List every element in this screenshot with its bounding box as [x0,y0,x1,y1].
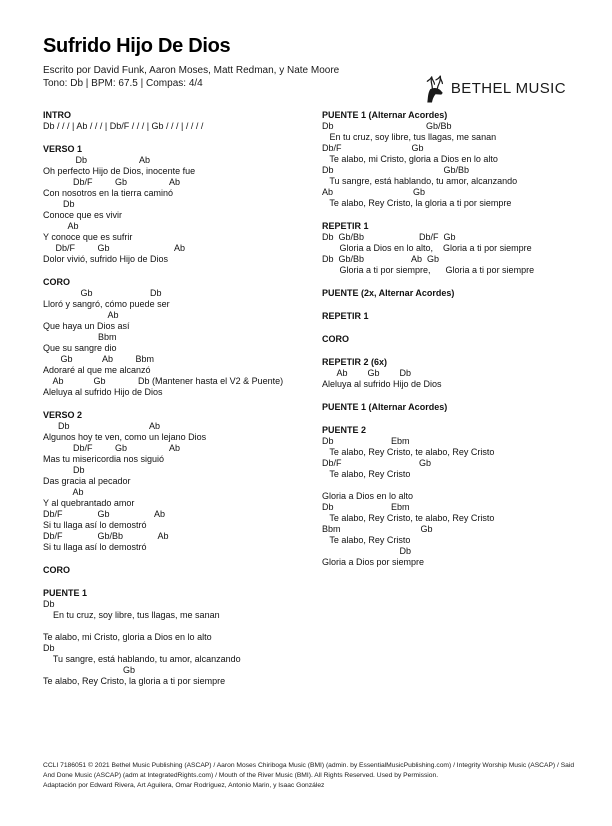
section-lines [322,368,590,390]
song-line: Db Gb/Bb [322,121,452,131]
song-meta: Tono: Db | BPM: 67.5 | Compas: 4/4 [43,78,203,89]
section-heading: PUENTE (2x, Alternar Acordes) [322,288,455,298]
section-lines [43,288,322,398]
section-lines [322,121,590,209]
song-line: Db/F Gb Ab [43,243,186,253]
song-line: Db/F Gb [322,143,424,153]
section-heading: VERSO 1 [43,144,83,154]
song-section [43,110,322,132]
chord-chart-page [0,34,612,826]
song-line: Ab Gb Db [322,368,412,378]
section-heading: REPETIR 2 (6x) [322,357,388,367]
logo-text: BETHEL MUSIC [450,80,566,97]
song-section [43,144,322,265]
song-line: Ab Gb [322,187,426,197]
song-line: Db Ab [43,421,161,431]
copyright-text: CCLI 7186051 © 2021 Bethel Music Publishing (ASCAP) / Aaron Moses Chiriboga Music (BMI) (admin. by EssentialMusicPublishing.com) / Integrity Worship Music (ASCAP) / Said And Done Music (ASCAP) (adm at IntegratedRights.com) / Mouth of the River Music (BMI). All Rights Reserved. Used by Permission. [43,762,575,779]
song-line: Y conoce que es sufrir [43,232,133,242]
song-line: Db/F Gb/Bb Ab [43,531,169,541]
song-line: Gb Ab Bbm [43,354,155,364]
song-line: Gloria a ti por siempre, Gloria a ti por siempre [322,265,535,275]
section-lines [43,121,322,132]
song-line: Db/F Gb Ab [43,443,181,453]
song-line: Ab [43,310,119,320]
song-section [322,288,590,299]
song-section [43,565,322,576]
song-line: Bbm [43,332,117,342]
song-line: Dolor vivió, sufrido Hijo de Dios [43,254,169,264]
song-line: Db [322,546,412,556]
song-line: Si tu llaga así lo demostró [43,542,147,552]
song-line: Db Gb/Bb Db/F Gb [322,232,456,242]
section-heading: INTRO [43,110,71,120]
section-heading: REPETIR 1 [322,311,369,321]
song-line: Gloria a Dios por siempre [322,557,425,567]
song-line: Y al quebrantado amor [43,498,135,508]
song-line: Tu sangre, está hablando, tu amor, alcanzando [322,176,518,186]
song-section [322,221,590,276]
song-line: Db/F Gb [322,458,432,468]
adaptation-text: Adaptación por Edward Rivera, Art Aguilera, Omar Rodríguez, Antonio Marin, y Isaac González [43,782,325,789]
song-line: Ab [43,487,84,497]
song-line: Aleluya al sufrido Hijo de Dios [322,379,442,389]
song-line: Si tu llaga así lo demostró [43,520,147,530]
song-line: Que haya un Dios así [43,321,130,331]
song-line: Db [43,643,55,653]
song-line: Aleluya al sufrido Hijo de Dios [43,387,163,397]
song-line: Te alabo, Rey Cristo, te alabo, Rey Cristo [322,513,495,523]
section-heading: PUENTE 2 [322,425,367,435]
song-section [43,410,322,553]
song-line: Db Ebm [322,436,410,446]
section-heading: REPETIR 1 [322,221,369,231]
section-lines [322,436,590,568]
section-heading: CORO [322,334,349,344]
section-heading: PUENTE 1 (Alternar Acordes) [322,110,448,120]
column-left [43,110,322,687]
footer [43,761,582,791]
section-lines [43,155,322,265]
song-line [43,621,322,632]
song-line: Gloria a Dios en lo alto, Gloria a ti por siempre [322,243,532,253]
song-line: Db [43,599,55,609]
song-line [322,480,590,491]
song-section [322,311,590,322]
section-heading: PUENTE 1 [43,588,88,598]
song-section [43,277,322,398]
song-line: Db Gb/Bb Ab Gb [322,254,440,264]
page-title: Sufrido Hijo De Dios [43,35,231,57]
song-line: Te alabo, Rey Cristo, te alabo, Rey Cristo [322,447,495,457]
section-lines [322,232,590,276]
song-line: En tu cruz, soy libre, tus llagas, me sanan [322,132,497,142]
song-line: Con nosotros en la tierra caminó [43,188,174,198]
chart-columns [43,110,612,687]
section-heading: CORO [43,565,70,575]
song-line: Db/F Gb Ab [43,509,166,519]
song-section [43,588,322,687]
song-line: Lloró y sangró, cómo puede ser [43,299,170,309]
column-right [322,110,590,687]
song-line: Te alabo, mi Cristo, gloria a Dios en lo alto [43,632,212,642]
song-line: Te alabo, Rey Cristo [322,535,411,545]
song-line: Te alabo, Rey Cristo [322,469,411,479]
byline: Escrito por David Funk, Aaron Moses, Matt Redman, y Nate Moore [43,65,340,76]
song-line: Ab [43,221,79,231]
deer-icon [423,74,446,103]
section-lines [43,599,322,687]
song-line: En tu cruz, soy libre, tus llagas, me sanan [43,610,220,620]
section-heading: VERSO 2 [43,410,83,420]
song-line: Ab Gb Db (Mantener hasta el V2 & Puente) [43,376,284,386]
song-line: Mas tu misericordia nos siguió [43,454,165,464]
song-line: Oh perfecto Hijo de Dios, inocente fue [43,166,196,176]
song-line: Que su sangre dio [43,343,117,353]
song-line: Gb [43,665,136,675]
song-line: Gb Db [43,288,162,298]
song-section [322,110,590,209]
song-line: Bbm Gb [322,524,433,534]
song-line: Db Gb/Bb [322,165,470,175]
section-heading: PUENTE 1 (Alternar Acordes) [322,402,448,412]
song-section [322,357,590,390]
song-line: Tu sangre, está hablando, tu amor, alcanzando [43,654,241,664]
song-line: Algunos hoy te ven, como un lejano Dios [43,432,207,442]
song-line: Das gracia al pecador [43,476,131,486]
song-line: Gloria a Dios en lo alto [322,491,414,501]
song-section [322,402,590,413]
song-line: Te alabo, Rey Cristo, la gloria a ti por siempre [322,198,512,208]
song-line: Db [43,199,75,209]
section-heading: CORO [43,277,70,287]
song-line: Db Ebm [322,502,410,512]
song-section [322,425,590,568]
song-line: Db / / / | Ab / / / | Db/F / / / | Gb / / / | / / / / [43,121,204,131]
song-line: Db [43,465,85,475]
song-line: Te alabo, mi Cristo, gloria a Dios en lo alto [322,154,498,164]
song-line: Db/F Gb Ab [43,177,181,187]
bethel-music-logo [423,74,566,103]
song-line: Db Ab [43,155,151,165]
song-line: Te alabo, Rey Cristo, la gloria a ti por siempre [43,676,226,686]
section-lines [43,421,322,553]
song-section [322,334,590,345]
song-line: Adoraré al que me alcanzó [43,365,151,375]
song-line: Conoce que es vivir [43,210,123,220]
